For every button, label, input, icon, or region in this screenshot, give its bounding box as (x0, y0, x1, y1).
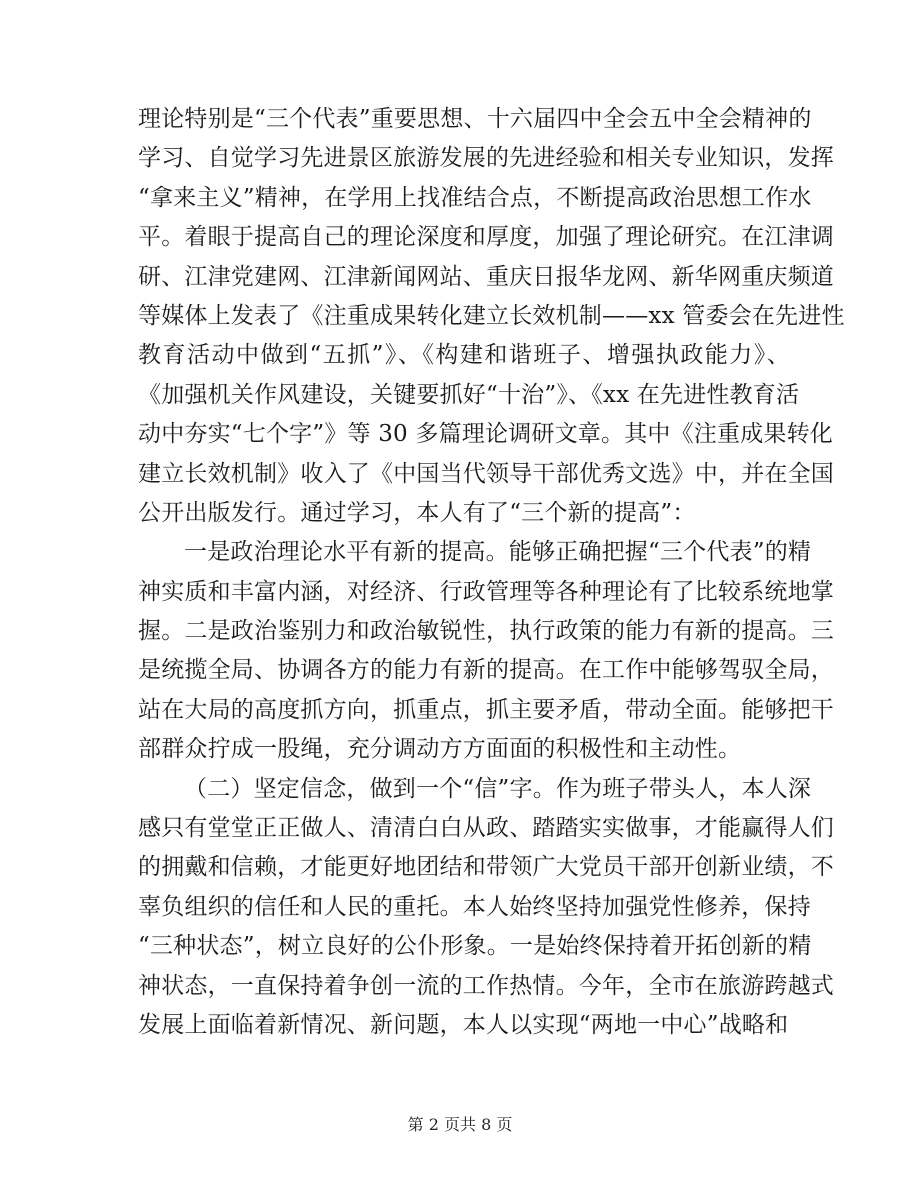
text-line: 教育活动中做到“五抓”》、《构建和谐班子、增强执政能力》、 (138, 342, 790, 369)
text-line: （二）坚定信念，做到一个“信”字。作为班子带头人，本人深 (184, 775, 812, 802)
text-line: 神实质和丰富内涵，对经济、行政管理等各种理论有了比较系统地掌 (138, 578, 834, 605)
text-line: 学习、自觉学习先进景区旅游发展的先进经验和相关专业知识，发挥 (138, 145, 834, 172)
text-line: 平。着眼于提高自己的理论深度和厚度，加强了理论研究。在江津调 (138, 224, 834, 251)
text-line: 辜负组织的信任和人民的重托。本人始终坚持加强党性修养，保持 (138, 893, 811, 920)
text-line: 是统揽全局、协调各方的能力有新的提高。在工作中能够驾驭全局， (138, 657, 834, 684)
text-line: 感只有堂堂正正做人、清清白白从政、踏踏实实做事，才能赢得人们 (138, 815, 834, 842)
text-line: 《加强机关作风建设，关键要抓好“十治”》、《xx 在先进性教育活 (138, 381, 800, 408)
page-number-footer: 第 2 页共 8 页 (407, 1115, 513, 1134)
text-line: 握。二是政治鉴别力和政治敏锐性，执行政策的能力有新的提高。三 (138, 618, 834, 645)
text-line: “拿来主义”精神，在学用上找准结合点，不断提高政治思想工作水 (138, 184, 812, 211)
text-line: 建立长效机制》收入了《中国当代领导干部优秀文选》中，并在全国 (138, 460, 834, 487)
text-line: 发展上面临着新情况、新问题，本人以实现“两地一中心”战略和 (138, 1011, 789, 1038)
text-line: 部群众拧成一股绳，充分调动方方面面的积极性和主动性。 (138, 736, 742, 763)
text-line: 公开出版发行。通过学习，本人有了“三个新的提高”： (138, 499, 696, 526)
text-line: 动中夯实“七个字”》等 30 多篇理论调研文章。其中《注重成果转化 (138, 421, 834, 448)
text-line: 的拥戴和信赖，才能更好地团结和带领广大党员干部开创新业绩，不 (138, 854, 834, 881)
text-line: 理论特别是“三个代表”重要思想、十六届四中全会五中全会精神的 (138, 106, 812, 132)
paragraph (138, 770, 834, 1046)
paragraph (138, 533, 834, 769)
text-line: 研、江津党建网、江津新闻网站、重庆日报华龙网、新华网重庆频道 (138, 263, 834, 290)
text-line: 一是政治理论水平有新的提高。能够正确把握“三个代表”的精 (184, 539, 812, 566)
document-body (138, 100, 845, 1045)
text-line: 神状态，一直保持着争创一流的工作热情。今年，全市在旅游跨越式 (138, 972, 834, 999)
paragraph (138, 100, 845, 533)
text-line: “三种状态”，树立良好的公仆形象。一是始终保持着开拓创新的精 (138, 933, 812, 960)
text-line: 等媒体上发表了《注重成果转化建立长效机制——xx 管委会在先进性 (138, 302, 845, 329)
text-line: 站在大局的高度抓方向，抓重点，抓主要矛盾，带动全面。能够把干 (138, 696, 834, 723)
